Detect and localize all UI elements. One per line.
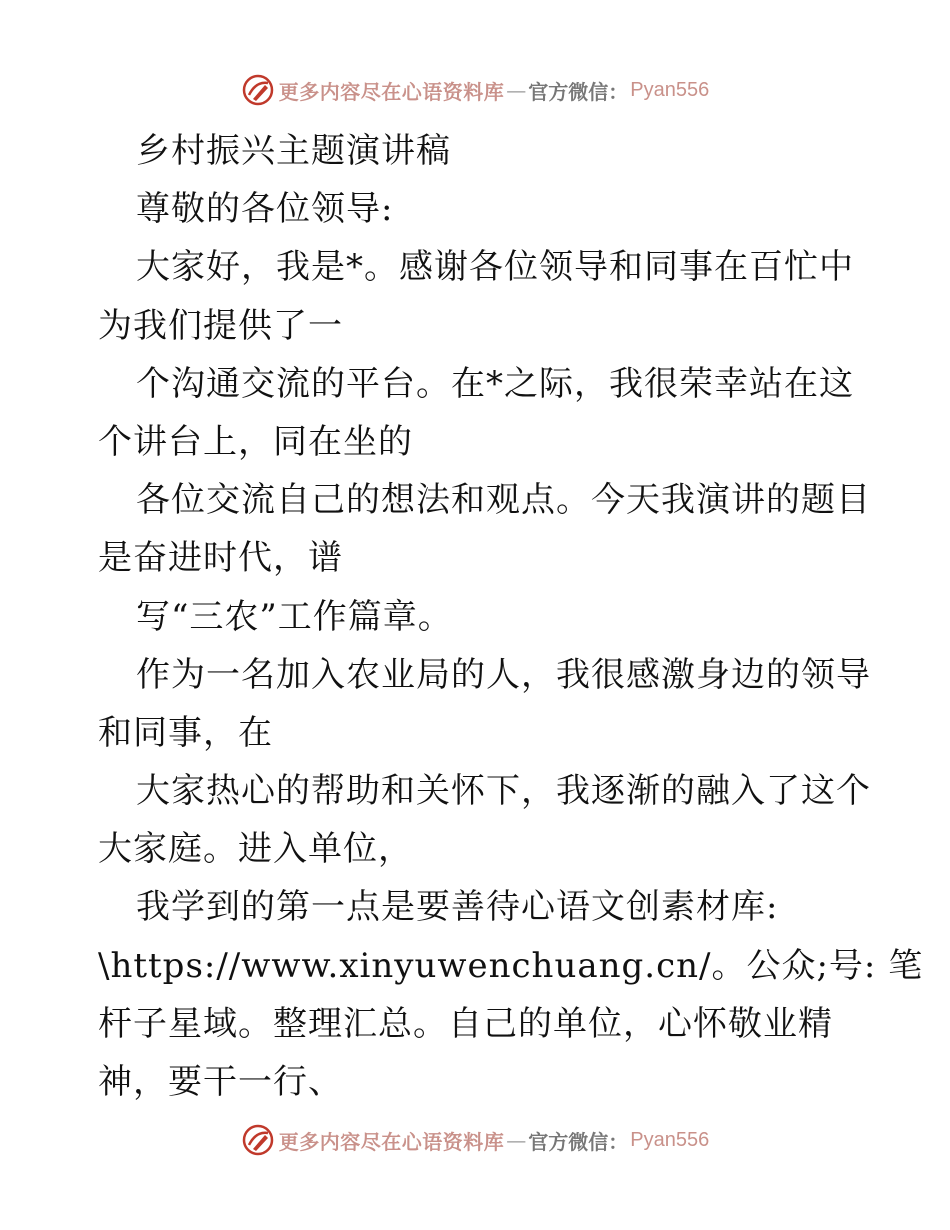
banner-text: 更多内容尽在心语资料库 (278, 1129, 505, 1154)
pen-logo-icon (241, 73, 275, 107)
text-line: 个讲台上，同在坐的 (98, 421, 413, 462)
text-line: 大家热心的帮助和关怀下，我逐渐的融入了这个 (136, 771, 871, 812)
banner-official-label: 官方微信： (528, 1129, 629, 1154)
text-line: \https://www.xinyuwenchuang.cn/。公众;号: 笔 (98, 945, 924, 986)
text-line: 为我们提供了一 (98, 305, 343, 346)
text-line: 作为一名加入农业局的人，我很感激身边的领导 (136, 654, 871, 695)
document-title: 乡村振兴主题演讲稿 (136, 131, 451, 171)
text-line: 是奋进时代，谱 (98, 538, 343, 579)
salutation: 尊敬的各位领导: (136, 189, 394, 230)
text-line: 各位交流自己的想法和观点。今天我演讲的题目 (136, 480, 871, 521)
text-line: 和同事，在 (98, 712, 273, 753)
banner-text: 更多内容尽在心语资料库 (278, 79, 505, 104)
text-line: 个沟通交流的平台。在*之际，我很荣幸站在这 (136, 363, 854, 404)
banner-wechat-id: Pyan556 (630, 1128, 710, 1151)
text-line: 神，要干一行、 (98, 1062, 343, 1102)
banner-wechat-id: Pyan556 (630, 78, 710, 101)
footer-watermark-banner (0, 1120, 950, 1160)
text-line: 我学到的第一点是要善待心语文创素材库: (136, 887, 779, 928)
banner-separator: — (506, 1128, 527, 1152)
text-line: 写“三农”工作篇章。 (136, 596, 453, 637)
header-watermark-banner (0, 70, 950, 110)
banner-official-label: 官方微信： (528, 79, 629, 104)
document-body (98, 122, 924, 1111)
banner-separator: — (506, 78, 527, 102)
text-line: 杆子星域。整理汇总。自己的单位，心怀敬业精 (98, 1003, 833, 1044)
pen-logo-icon (241, 1123, 275, 1157)
text-line: 大家好，我是*。感谢各位领导和同事在百忙中 (136, 247, 854, 288)
text-line: 大家庭。进入单位， (98, 829, 413, 870)
